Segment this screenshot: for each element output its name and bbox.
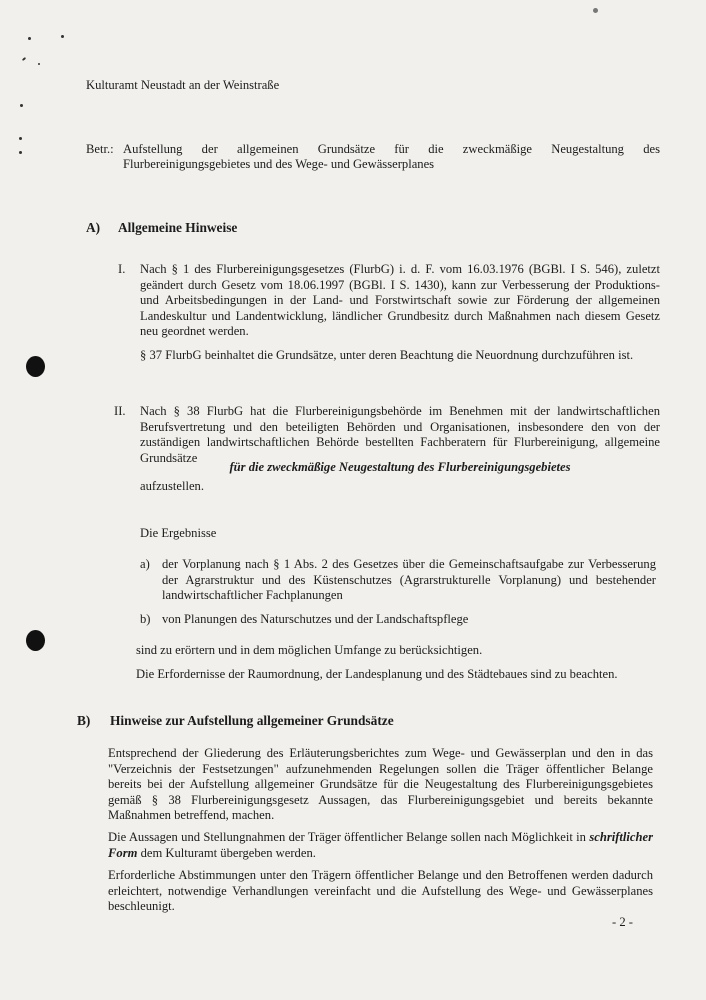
scan-speck (61, 35, 64, 38)
section-b-paragraph-2-end: dem Kulturamt übergeben werden. (140, 845, 316, 860)
subject-label: Betr.: (86, 142, 114, 156)
section-a-title: Allgemeine Hinweise (118, 220, 238, 235)
sender-line: Kulturamt Neustadt an der Weinstraße (86, 78, 280, 92)
scan-speck (28, 37, 31, 40)
punch-hole (26, 630, 45, 651)
scan-speck (20, 104, 23, 107)
subject-line-1: Aufstellung der allgemeinen Grundsätze für die zweckmäßige Neugestaltung des (123, 142, 660, 156)
section-b-paragraph-2-emphasis: schriftlicher Form (108, 830, 653, 860)
item-ii-emphasis: für die zweckmäßige Neugestaltung des Flurbereinigungsgebietes (229, 460, 571, 474)
scan-speck (22, 57, 26, 61)
section-b-paragraph-2-start: Die Aussagen und Stellungnahmen der Träger öffentlicher Belange sollen nach Möglichkeit in (108, 830, 586, 844)
results-b-label: b) (140, 612, 151, 626)
section-b-letter: B) (77, 713, 91, 728)
section-b-paragraph-2 (108, 830, 653, 861)
scan-speck (19, 137, 22, 140)
scan-speck (19, 151, 22, 154)
results-closing-1: sind zu erörtern und in dem möglichen Umfange zu berücksichtigen. (136, 643, 483, 657)
item-i-numeral: I. (118, 262, 126, 276)
results-a-text: der Vorplanung nach § 1 Abs. 2 des Gesetzes über die Gemeinschaftsaufgabe zur Verbesserung der Agrarstruktur und des Küstenschutzes (Agrarstrukturelle Vorplanung) und bestehender landwirtschaftlicher Fachplanungen (162, 557, 656, 603)
item-i-paragraph-1: Nach § 1 des Flurbereinigungsgesetzes (FlurbG) i. d. F. vom 16.03.1976 (BGBl. I S. 546), zuletzt geändert durch Gesetz vom 18.06.1997 (BGBl. I S. 1430), kann zur Verbesserung der Produktions- und Arbeitsbedingungen in der Land- und Forstwirtschaft sowie zur Förderung der allgemeinen Landeskultur und Landentwicklung, ländlicher Grundbesitz durch Maßnahmen nach diesem Gesetz neu geordnet werden. (140, 262, 660, 339)
results-a-label: a) (140, 557, 150, 571)
results-closing-2: Die Erfordernisse der Raumordnung, der Landesplanung und des Städtebaues sind zu beachten. (136, 667, 618, 681)
scan-speck (38, 63, 40, 65)
results-intro: Die Ergebnisse (140, 526, 217, 540)
scan-speck (593, 8, 598, 13)
item-ii-numeral: II. (114, 404, 126, 418)
section-a-letter: A) (86, 220, 101, 235)
section-b-title: Hinweise zur Aufstellung allgemeiner Grundsätze (110, 713, 394, 728)
subject-line-2: Flurbereinigungsgebietes und des Wege- und Gewässerplanes (123, 157, 435, 171)
punch-hole (26, 356, 45, 377)
page-continuation-marker: - 2 - (612, 915, 633, 929)
results-b-text: von Planungen des Naturschutzes und der Landschaftspflege (162, 612, 469, 626)
item-ii-after-emphasis: aufzustellen. (140, 479, 204, 493)
item-i-paragraph-2: § 37 FlurbG beinhaltet die Grundsätze, unter deren Beachtung die Neuordnung durchzuführen ist. (140, 348, 634, 362)
section-b-paragraph-1: Entsprechend der Gliederung des Erläuterungsberichtes zum Wege- und Gewässerplan und den in das "Verzeichnis der Festsetzungen" aufzunehmenden Regelungen sollen die Träger öffentlicher Belange bereits bei der Aufstellung allgemeiner Grundsätze für die Neugestaltung des Flurbereinigungsgebietes gemäß § 38 Flurbereinigungsgesetz Aussagen, das Flurbereinigungsgebiet und bereits bekannte Maßnahmen betreffend, machen. (108, 746, 653, 823)
item-ii-paragraph-1: Nach § 38 FlurbG hat die Flurbereinigungsbehörde im Benehmen mit der landwirtschaftlichen Berufsvertretung und den beteiligten Behörden und Organisationen, insbesondere den von der zuständigen landwirtschaftlichen Behörde bestellten Fachberatern für Flurbereinigung, allgemeine Grundsätze (140, 404, 660, 465)
section-b-paragraph-3: Erforderliche Abstimmungen unter den Trägern öffentlicher Belange und den Betroffenen werden dadurch erleichtert, notwendige Verhandlungen vereinfacht und die Aufstellung des Wege- und Gewässerplanes beschleunigt. (108, 868, 653, 914)
